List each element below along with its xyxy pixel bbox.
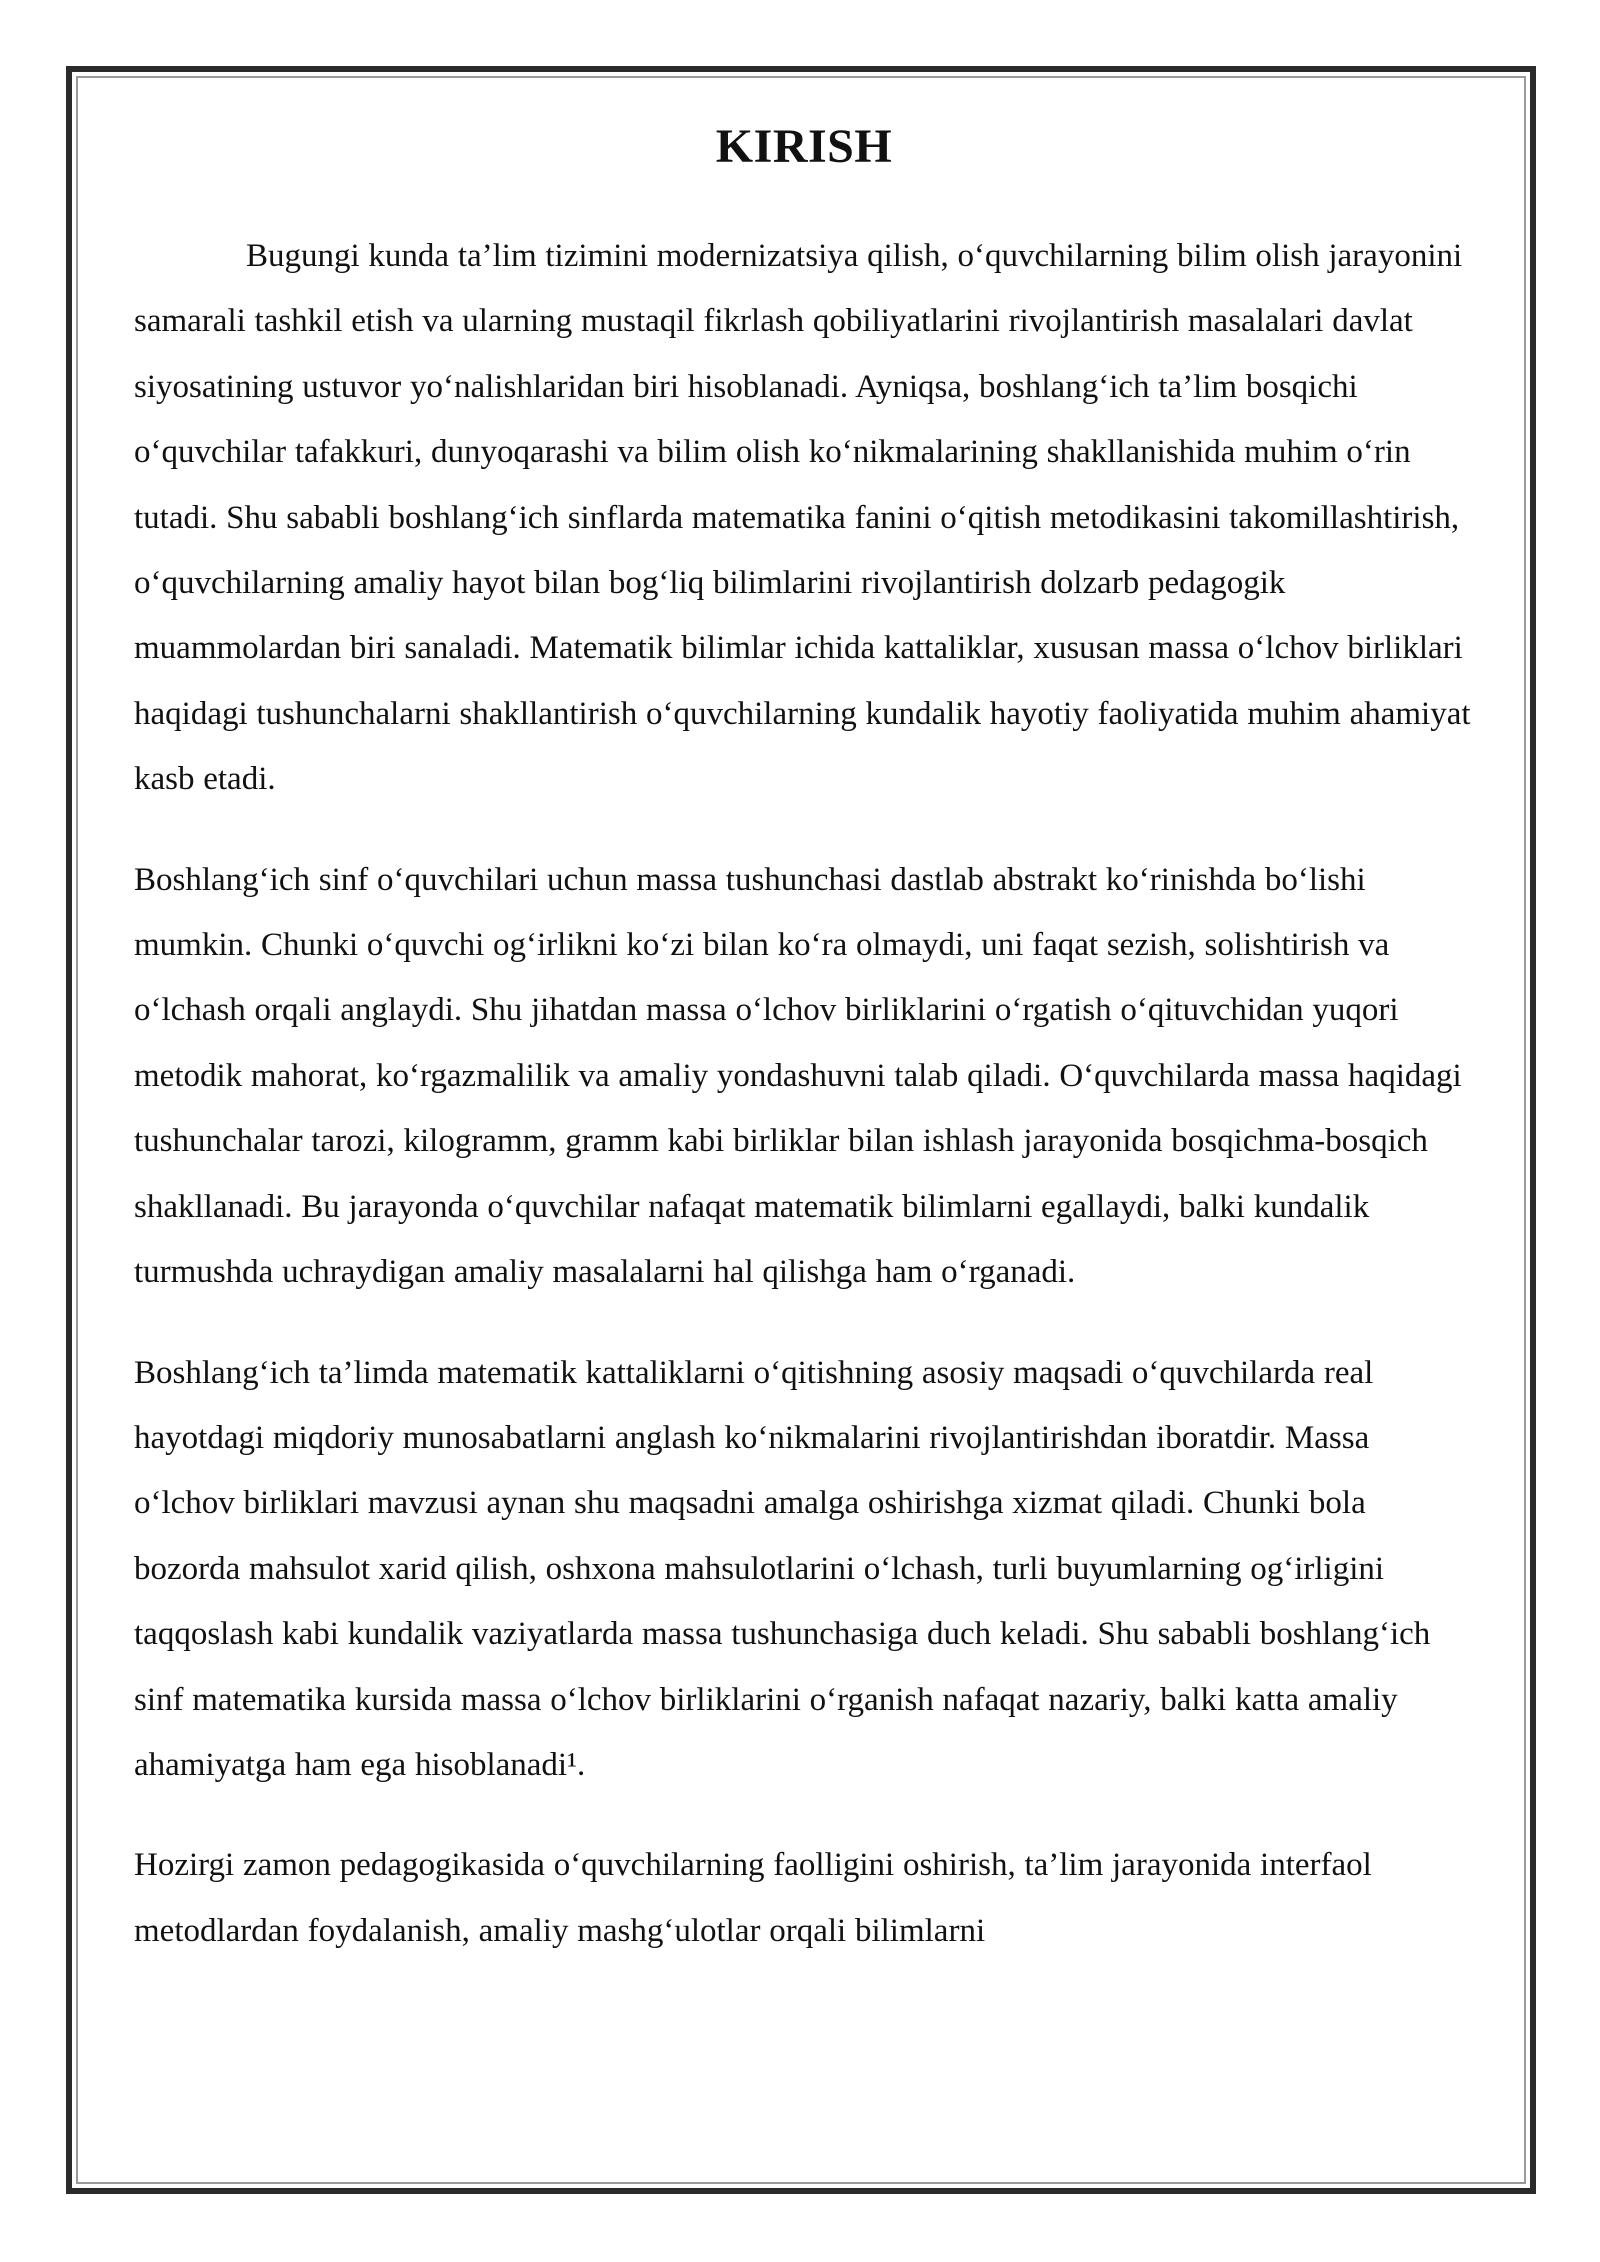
paragraph-2: Boshlang‘ich sinf o‘quvchilari uchun massa tushunchasi dastlab abstrakt ko‘rinishda bo‘lishi mumkin. Chunki o‘quvchi og‘irlikni ko‘zi bilan ko‘ra olmaydi, uni faqat sezish, solishtirish va o‘lchash orqali anglaydi. Shu jihatdan massa o‘lchov birliklarini o‘rgatish o‘qituvchidan yuqori metodik mahorat, ko‘rgazmalilik va amaliy yondashuvni talab qiladi. O‘quvchilarda massa haqidagi tushunchalar tarozi, kilogramm, gramm kabi birliklar bilan ishlash jarayonida bosqichma-bosqich shakllanadi. Bu jarayonda o‘quvchilar nafaqat matematik bilimlarni egallaydi, balki kundalik turmushda uchraydigan amaliy masalalarni hal qilishga ham o‘rganadi. — [134, 861, 1462, 1291]
paragraph-1: Bugungi kunda ta’lim tizimini modernizatsiya qilish, o‘quvchilarning bilim olish jarayonini samarali tashkil etish va ularning mustaqil fikrlash qobiliyatlarini rivojlantirish masalalari davlat siyosatining ustuvor yo‘nalishlaridan biri hisoblanadi. Ayniqsa, boshlang‘ich ta’lim bosqichi o‘quvchilar tafakkuri, dunyoqarashi va bilim olish ko‘nikmalarining shakllanishida muhim o‘rin tutadi. Shu sababli boshlang‘ich sinflarda matematika fanini o‘qitish metodikasini takomillashtirish, o‘quvchilarning amaliy hayot bilan bog‘liq bilimlarini rivojlantirish dolzarb pedagogik muammolardan biri sanaladi. Matematik bilimlar ichida kattaliklar, xususan massa o‘lchov birliklari haqidagi tushunchalarni shakllantirish o‘quvchilarning kundalik hayotiy faoliyatida muhim ahamiyat kasb etadi. — [134, 238, 1471, 798]
document-body — [134, 112, 1474, 2182]
page-title: KIRISH — [715, 120, 893, 173]
paragraph-3: Boshlang‘ich ta’limda matematik kattaliklarni o‘qitishning asosiy maqsadi o‘quvchilarda real hayotdagi miqdoriy munosabatlarni anglash ko‘nikmalarini rivojlantirishdan iboratdir. Massa o‘lchov birliklari mavzusi aynan shu maqsadni amalga oshirishga xizmat qiladi. Chunki bola bozorda mahsulot xarid qilish, oshxona mahsulotlarini o‘lchash, turli buyumlarning og‘irligini taqqoslash kabi kundalik vaziyatlarda massa tushunchasiga duch keladi. Shu sababli boshlang‘ich sinf matematika kursida massa o‘lchov birliklarini o‘rganish nafaqat nazariy, balki katta amaliy ahamiyatga ham ega hisoblanadi¹. — [134, 1354, 1431, 1783]
paragraph-4: Hozirgi zamon pedagogikasida o‘quvchilarning faolligini oshirish, ta’lim jarayonida interfaol metodlardan foydalanish, amaliy mashg‘ulotlar orqali bilimlarni — [134, 1847, 1372, 1949]
